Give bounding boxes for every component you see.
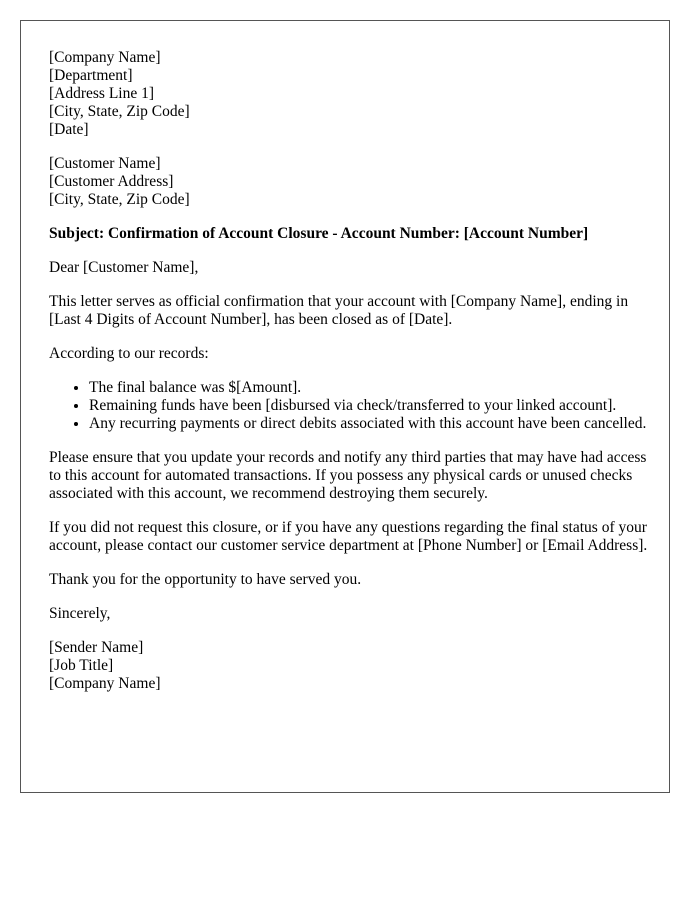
confirmation-paragraph: This letter serves as official confirmation that your account with [Company Name], ending in [Last 4 Digits of Account Number], has been closed as of [Date].: [49, 293, 629, 328]
list-item: • Remaining funds have been [disbursed via check/transferred to your linked account].: [89, 397, 649, 415]
sender-job-title: [Job Title]: [49, 657, 114, 674]
recipient-address: [Customer Address]: [49, 173, 174, 190]
sender-address-block: [49, 49, 649, 139]
update-records-paragraph: Please ensure that you update your records and notify any third parties that may have had access to this account for automated transactions. If you possess any physical cards or unused checks associated with this account, we recommend destroying them securely.: [49, 449, 647, 502]
recipient-name: [Customer Name]: [49, 155, 161, 172]
recipient-city-state-zip: [City, State, Zip Code]: [49, 191, 190, 208]
sender-name: [Sender Name]: [49, 639, 144, 656]
sender-address-line: [Address Line 1]: [49, 85, 155, 102]
signature-block: [49, 639, 649, 693]
closing: Sincerely,: [49, 605, 111, 622]
recipient-address-block: [49, 155, 649, 209]
contact-paragraph: If you did not request this closure, or if you have any questions regarding the final status of your account, please contact our customer service department at [Phone Number] or [Email Address].: [49, 519, 648, 554]
sender-city-state-zip: [City, State, Zip Code]: [49, 103, 190, 120]
sender-department: [Department]: [49, 67, 133, 84]
letter-document: [20, 20, 670, 793]
records-intro: According to our records:: [49, 345, 209, 362]
salutation: Dear [Customer Name],: [49, 259, 199, 276]
thank-you-paragraph: Thank you for the opportunity to have served you.: [49, 571, 362, 588]
letter-date: [Date]: [49, 121, 89, 138]
list-item: • Any recurring payments or direct debits associated with this account have been cancelled.: [89, 415, 649, 433]
list-item: • The final balance was $[Amount].: [89, 379, 649, 397]
subject-line: Subject: Confirmation of Account Closure - Account Number: [Account Number]: [49, 225, 589, 242]
signature-company-name: [Company Name]: [49, 675, 161, 692]
sender-company-name: [Company Name]: [49, 49, 161, 66]
records-list: [49, 379, 649, 433]
